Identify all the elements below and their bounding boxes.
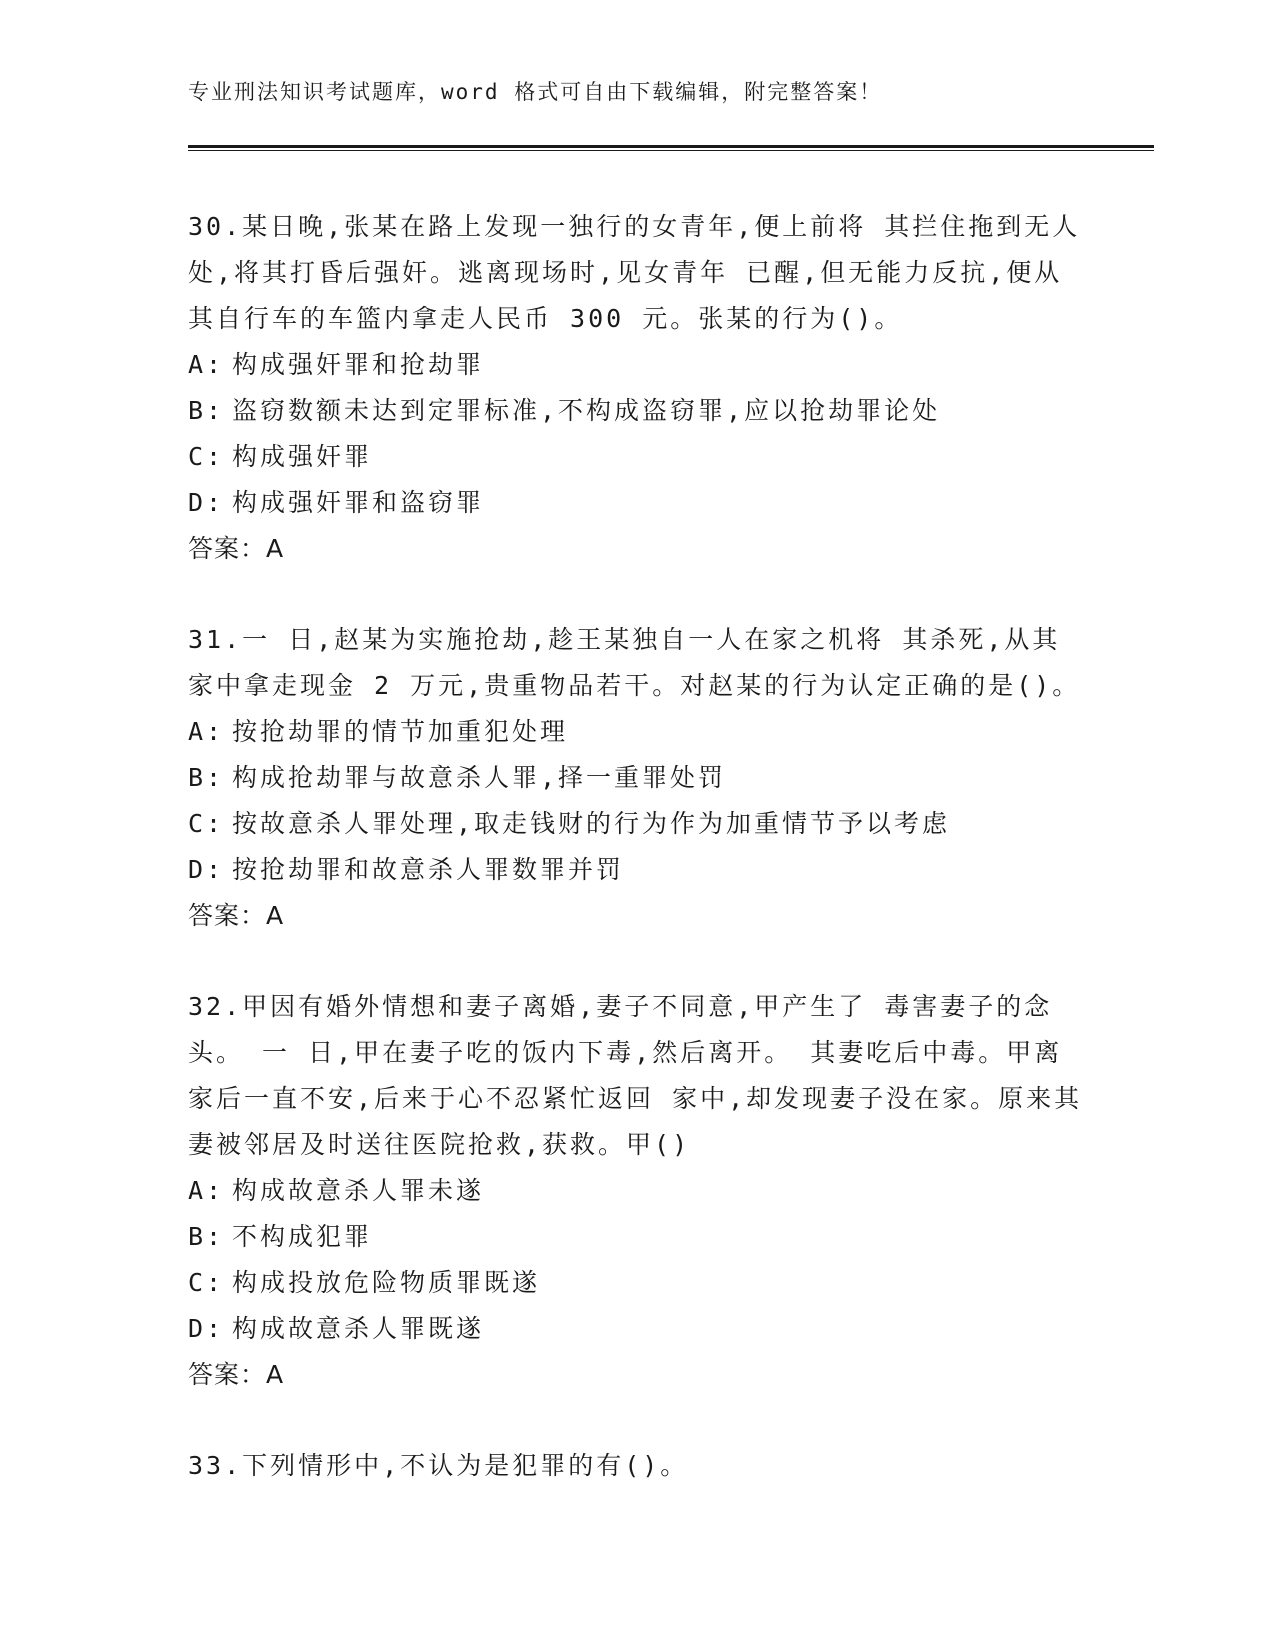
option-a xyxy=(188,1168,1088,1214)
option-letter: C: xyxy=(188,809,225,838)
answer-line: 答案：A xyxy=(188,534,285,563)
option-letter: D: xyxy=(188,1314,225,1343)
answer-line: 答案：A xyxy=(188,1360,285,1389)
option-d xyxy=(188,847,1088,893)
option-b xyxy=(188,755,1088,801)
option-text: 构成抢劫罪与故意杀人罪,择一重罪处罚 xyxy=(232,763,727,792)
option-letter: D: xyxy=(188,855,225,884)
option-b xyxy=(188,1214,1088,1260)
option-letter: C: xyxy=(188,1268,225,1297)
question-list xyxy=(188,204,1088,1534)
header-rule-thin xyxy=(188,150,1154,151)
option-text: 按抢劫罪的情节加重犯处理 xyxy=(232,717,569,746)
option-text: 构成强奸罪和抢劫罪 xyxy=(232,350,485,379)
page-header: 专业刑法知识考试题库，word 格式可自由下载编辑，附完整答案！ xyxy=(188,80,883,104)
option-text: 不构成犯罪 xyxy=(232,1222,373,1251)
option-b xyxy=(188,388,1088,434)
option-letter: B: xyxy=(188,763,225,792)
option-text: 按抢劫罪和故意杀人罪数罪并罚 xyxy=(232,855,625,884)
question-30 xyxy=(188,204,1088,572)
option-c xyxy=(188,1260,1088,1306)
question-stem: 31.一 日,赵某为实施抢劫,趁王某独自一人在家之机将 其杀死,从其家中拿走现金 2 万元,贵重物品若干。对赵某的行为认定正确的是()。 xyxy=(188,625,1081,700)
option-letter: C: xyxy=(188,442,225,471)
option-a xyxy=(188,342,1088,388)
question-32 xyxy=(188,984,1088,1398)
option-c xyxy=(188,801,1088,847)
question-33 xyxy=(188,1443,1088,1489)
option-letter: B: xyxy=(188,1222,225,1251)
option-c xyxy=(188,434,1088,480)
option-text: 构成故意杀人罪未遂 xyxy=(232,1176,485,1205)
answer-line: 答案：A xyxy=(188,901,285,930)
question-stem: 30.某日晚,张某在路上发现一独行的女青年,便上前将 其拦住拖到无人处,将其打昏后强奸。逃离现场时,见女青年 已醒,但无能力反抗,便从其自行车的车篮内拿走人民币 300 元。张某的行为()。 xyxy=(188,212,1081,333)
option-letter: D: xyxy=(188,488,225,517)
option-letter: A: xyxy=(188,717,225,746)
question-31 xyxy=(188,617,1088,939)
option-text: 构成故意杀人罪既遂 xyxy=(232,1314,485,1343)
option-a xyxy=(188,709,1088,755)
question-stem: 33.下列情形中,不认为是犯罪的有()。 xyxy=(188,1451,689,1480)
option-letter: B: xyxy=(188,396,225,425)
question-stem: 32.甲因有婚外情想和妻子离婚,妻子不同意,甲产生了 毒害妻子的念头。 一 日,甲在妻子吃的饭内下毒,然后离开。 其妻吃后中毒。甲离家后一直不安,后来于心不忍紧忙返回 家中,却发现妻子没在家。原来其妻被邻居及时送往医院抢救,获救。甲() xyxy=(188,992,1083,1159)
header-rule-thick xyxy=(188,145,1154,148)
option-letter: A: xyxy=(188,1176,225,1205)
option-text: 构成强奸罪 xyxy=(232,442,373,471)
option-d xyxy=(188,1306,1088,1352)
option-letter: A: xyxy=(188,350,225,379)
option-text: 盗窃数额未达到定罪标准,不构成盗窃罪,应以抢劫罪论处 xyxy=(232,396,941,425)
option-text: 构成强奸罪和盗窃罪 xyxy=(232,488,485,517)
option-text: 按故意杀人罪处理,取走钱财的行为作为加重情节予以考虑 xyxy=(232,809,951,838)
option-text: 构成投放危险物质罪既遂 xyxy=(232,1268,541,1297)
option-d xyxy=(188,480,1088,526)
